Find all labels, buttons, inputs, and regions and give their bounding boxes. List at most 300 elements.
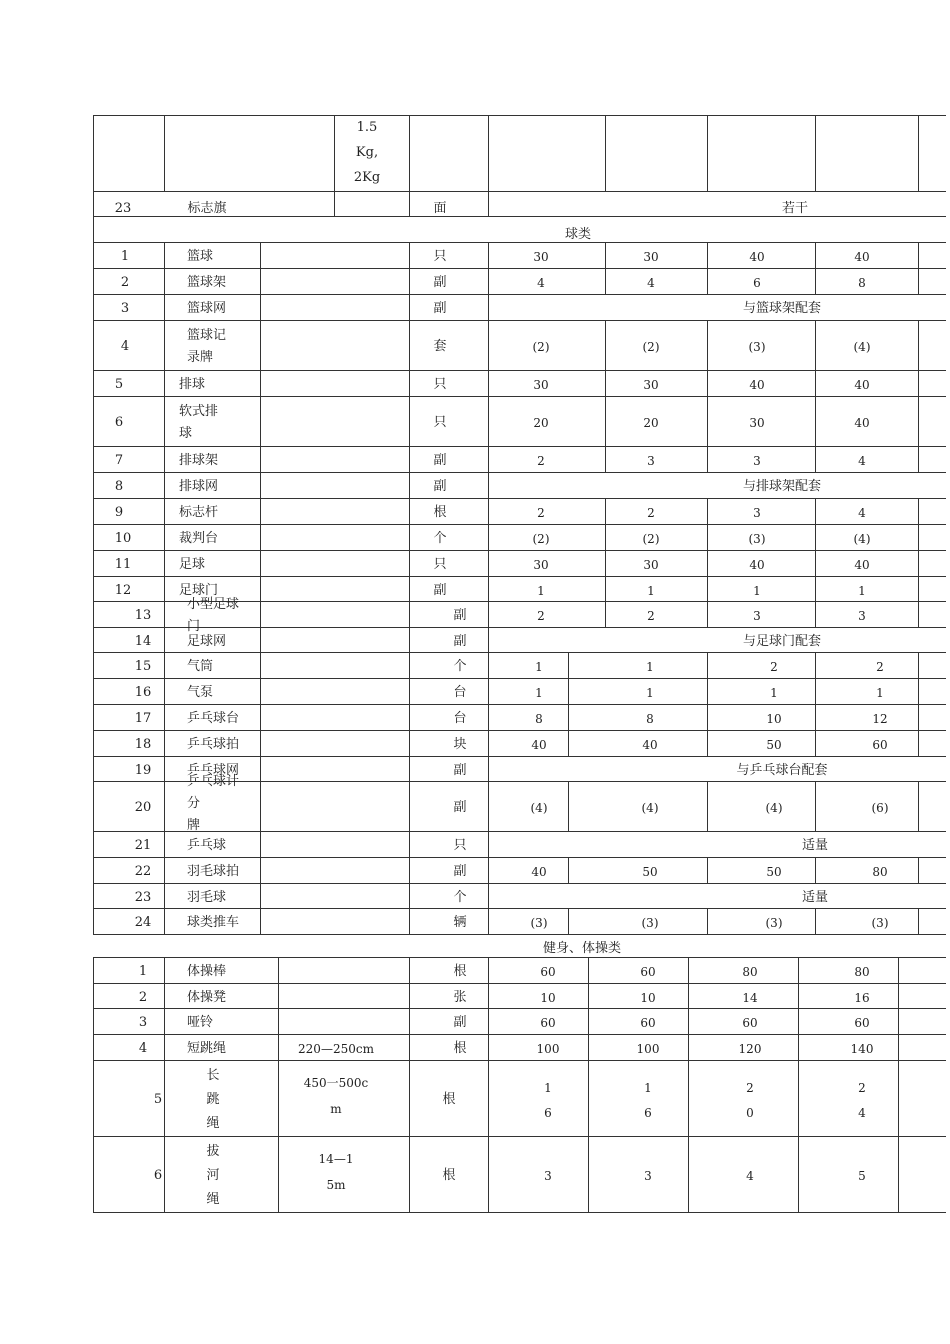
table-rule (488, 983, 489, 1008)
quantity-cell: 30 (643, 250, 659, 264)
row-number: 9 (114, 505, 124, 520)
spec-text: 2Kg (353, 170, 381, 185)
table-rule (260, 704, 261, 730)
table-rule (260, 396, 261, 446)
merged-quantity: 若干 (781, 201, 809, 216)
quantity-cell: 3 (753, 454, 761, 468)
item-name: 乒乓球台 (187, 711, 240, 726)
table-rule (260, 446, 261, 472)
table-rule (164, 678, 165, 704)
table-rule (918, 242, 919, 268)
row-number: 23 (134, 889, 152, 905)
table-rule (815, 498, 816, 524)
table-rule (164, 957, 165, 983)
item-name: 球类推车 (187, 915, 240, 930)
quantity-cell: 2 (647, 506, 655, 520)
table-rule (260, 320, 261, 370)
table-rule (260, 831, 261, 857)
table-rule (898, 957, 899, 983)
row-number: 12 (114, 582, 132, 598)
section-title-fitness: 健身、体操类 (542, 941, 622, 956)
quantity-cell: 60 (854, 1016, 870, 1030)
table-rule (605, 370, 606, 396)
item-name: 气筒 (187, 659, 214, 674)
quantity-cell: 20 (643, 416, 659, 430)
quantity-cell: 2 (537, 454, 545, 468)
table-rule (409, 1008, 410, 1034)
item-name: 长 (206, 1068, 220, 1083)
table-rule (334, 115, 335, 191)
table-rule (688, 983, 689, 1008)
row-number: 19 (134, 762, 152, 778)
spec-text: 14—1 (318, 1152, 354, 1166)
table-rule (409, 1136, 410, 1212)
quantity-cell: 50 (642, 865, 658, 879)
table-rule (707, 601, 708, 627)
table-rule (588, 1136, 589, 1212)
unit-cell: 只 (433, 249, 447, 264)
unit-cell: 副 (453, 1015, 467, 1030)
row-number: 10 (114, 531, 132, 546)
quantity-cell: 3 (544, 1169, 552, 1183)
table-rule (93, 908, 946, 909)
table-rule (260, 550, 261, 576)
table-rule (688, 957, 689, 983)
table-rule (164, 601, 165, 627)
unit-cell: 副 (453, 800, 467, 815)
table-rule (409, 115, 410, 191)
spec-text: 220—250cm (298, 1042, 374, 1056)
table-rule (93, 115, 946, 116)
table-rule (568, 781, 569, 831)
unit-cell: 个 (433, 531, 447, 546)
unit-cell: 张 (453, 989, 467, 1005)
item-name: 短跳绳 (187, 1041, 227, 1056)
quantity-cell: 8 (646, 712, 654, 726)
table-rule (707, 550, 708, 576)
table-rule (918, 601, 919, 627)
item-name: 门 (187, 619, 201, 634)
table-rule (93, 983, 94, 1008)
table-rule (798, 1008, 799, 1034)
table-rule (164, 370, 165, 396)
table-rule (707, 396, 708, 446)
table-rule (605, 576, 606, 601)
quantity-cell: 30 (643, 378, 659, 392)
table-rule (93, 957, 94, 983)
quantity-cell: (3) (530, 916, 548, 930)
table-rule (918, 115, 919, 191)
quantity-cell: (3) (765, 916, 783, 930)
table-rule (409, 446, 410, 472)
table-rule (798, 957, 799, 983)
table-rule (605, 268, 606, 294)
table-rule (260, 268, 261, 294)
table-rule (688, 1136, 689, 1212)
table-rule (815, 396, 816, 446)
table-rule (164, 498, 165, 524)
item-name: 跳 (206, 1092, 220, 1107)
table-rule (918, 550, 919, 576)
table-rule (93, 320, 946, 321)
quantity-cell: 6 (644, 1105, 652, 1120)
unit-cell: 个 (453, 889, 467, 905)
quantity-cell: 20 (533, 416, 549, 430)
row-number: 8 (114, 479, 124, 494)
table-rule (488, 576, 489, 601)
table-rule (409, 191, 410, 216)
unit-cell: 副 (433, 582, 447, 598)
unit-cell: 根 (433, 505, 447, 520)
quantity-cell: 10 (540, 990, 556, 1005)
table-rule (93, 268, 946, 269)
table-rule (93, 242, 946, 243)
row-number: 21 (134, 838, 152, 853)
table-rule (488, 908, 489, 934)
unit-cell: 只 (453, 838, 467, 853)
quantity-cell: 3 (858, 609, 866, 623)
quantity-cell: 3 (644, 1169, 652, 1183)
table-rule (918, 524, 919, 550)
table-rule (93, 983, 946, 984)
row-number: 6 (153, 1168, 163, 1183)
row-number: 2 (120, 275, 130, 290)
table-rule (918, 446, 919, 472)
table-rule (164, 831, 165, 857)
table-rule (409, 983, 410, 1008)
table-rule (918, 781, 919, 831)
table-rule (278, 1060, 279, 1136)
quantity-cell: (4) (530, 801, 548, 815)
quantity-cell: 2 (876, 660, 884, 674)
unit-cell: 辆 (453, 915, 467, 930)
unit-cell: 根 (453, 1041, 467, 1056)
item-name: 气泵 (187, 685, 214, 700)
table-rule (605, 550, 606, 576)
table-rule (488, 1136, 489, 1212)
quantity-cell: 6 (544, 1105, 552, 1120)
table-rule (488, 957, 489, 983)
table-rule (409, 1034, 410, 1060)
table-rule (164, 1034, 165, 1060)
table-rule (93, 216, 94, 934)
row-number: 3 (138, 1015, 148, 1030)
table-rule (93, 883, 946, 884)
table-rule (488, 396, 489, 446)
table-rule (918, 576, 919, 601)
item-name: 篮球架 (187, 275, 227, 290)
table-rule (260, 627, 261, 652)
merged-quantity: 与篮球架配套 (742, 301, 822, 316)
row-number: 3 (120, 301, 130, 316)
table-rule (815, 908, 816, 934)
table-rule (409, 704, 410, 730)
unit-cell: 副 (453, 608, 467, 623)
table-rule (605, 524, 606, 550)
item-name: 排球 (179, 377, 206, 392)
table-rule (164, 781, 165, 831)
table-rule (605, 396, 606, 446)
item-name: 排球架 (179, 453, 219, 468)
table-rule (409, 957, 410, 983)
quantity-cell: 40 (749, 378, 765, 392)
quantity-cell: 4 (537, 276, 545, 290)
table-rule (409, 857, 410, 883)
table-rule (164, 446, 165, 472)
table-rule (164, 730, 165, 756)
table-rule (707, 370, 708, 396)
table-rule (918, 730, 919, 756)
item-name: 篮球网 (187, 301, 227, 316)
table-rule (918, 396, 919, 446)
table-rule (568, 678, 569, 704)
quantity-cell: 2 (746, 1080, 754, 1095)
item-name: 体操凳 (187, 989, 227, 1005)
quantity-cell: 40 (749, 558, 765, 572)
unit-cell: 只 (433, 377, 447, 392)
unit-cell: 副 (453, 864, 467, 879)
table-rule (164, 756, 165, 781)
quantity-cell: 80 (872, 865, 888, 879)
quantity-cell: 12 (872, 712, 888, 726)
unit-cell: 个 (453, 659, 467, 674)
table-rule (409, 883, 410, 908)
table-rule (918, 652, 919, 678)
table-rule (93, 1034, 94, 1060)
quantity-cell: 60 (742, 1016, 758, 1030)
table-rule (260, 857, 261, 883)
table-rule (488, 472, 489, 498)
table-rule (93, 191, 94, 216)
unit-cell: 台 (453, 711, 467, 726)
item-name: 河 (206, 1168, 220, 1183)
item-name: 标志杆 (179, 505, 219, 520)
table-rule (334, 191, 335, 216)
row-number: 6 (114, 415, 124, 430)
quantity-cell: 5 (858, 1169, 866, 1183)
table-rule (488, 883, 489, 908)
table-rule (568, 704, 569, 730)
table-rule (260, 781, 261, 831)
table-rule (164, 576, 165, 601)
quantity-cell: (4) (765, 801, 783, 815)
quantity-cell: 1 (544, 1080, 552, 1095)
quantity-cell: (3) (641, 916, 659, 930)
row-number: 20 (134, 800, 152, 815)
table-rule (918, 268, 919, 294)
table-rule (93, 1060, 946, 1061)
quantity-cell: 1 (644, 1080, 652, 1095)
unit-cell: 套 (433, 339, 447, 354)
quantity-cell: 30 (533, 250, 549, 264)
table-rule (488, 1008, 489, 1034)
quantity-cell: 50 (766, 865, 782, 879)
quantity-cell: 30 (749, 416, 765, 430)
table-rule (260, 756, 261, 781)
table-rule (488, 370, 489, 396)
quantity-cell: 40 (531, 865, 547, 879)
table-rule (278, 983, 279, 1008)
quantity-cell: 30 (533, 378, 549, 392)
unit-cell: 副 (453, 633, 467, 649)
table-rule (918, 704, 919, 730)
quantity-cell: 3 (647, 454, 655, 468)
table-rule (488, 730, 489, 756)
table-rule (260, 601, 261, 627)
table-rule (815, 550, 816, 576)
table-rule (707, 704, 708, 730)
table-rule (918, 370, 919, 396)
item-name: 乒乓球 (187, 838, 227, 853)
table-rule (93, 1008, 94, 1034)
row-number: 14 (134, 633, 152, 649)
table-rule (409, 498, 410, 524)
table-rule (164, 652, 165, 678)
table-rule (898, 1034, 899, 1060)
table-rule (93, 1136, 946, 1137)
unit-cell: 副 (433, 479, 447, 494)
quantity-cell: 10 (766, 712, 782, 726)
table-rule (93, 1034, 946, 1035)
quantity-cell: (3) (871, 916, 889, 930)
table-rule (815, 704, 816, 730)
table-rule (278, 1136, 279, 1212)
item-name: 足球门 (179, 582, 219, 598)
item-name: 绳 (206, 1116, 220, 1131)
table-rule (588, 957, 589, 983)
item-name: 软式排 (179, 404, 219, 419)
table-rule (93, 652, 946, 653)
table-rule (707, 242, 708, 268)
table-rule (488, 191, 489, 216)
row-number: 22 (134, 864, 152, 879)
table-rule (815, 601, 816, 627)
unit-cell: 根 (453, 964, 467, 979)
table-rule (707, 576, 708, 601)
table-rule (918, 498, 919, 524)
item-name: 篮球记 (187, 328, 227, 343)
table-rule (488, 1034, 489, 1060)
table-rule (164, 115, 165, 191)
table-rule (815, 652, 816, 678)
item-name: 牌 (187, 818, 201, 833)
quantity-cell: 2 (770, 660, 778, 674)
table-rule (488, 498, 489, 524)
table-rule (93, 831, 946, 832)
item-name: 排球网 (179, 479, 219, 494)
item-name: 分 (187, 796, 201, 811)
table-rule (798, 1136, 799, 1212)
quantity-cell: 1 (535, 660, 543, 674)
quantity-cell: 1 (647, 583, 655, 598)
quantity-cell: 40 (854, 378, 870, 392)
quantity-cell: 100 (536, 1042, 560, 1056)
table-rule (605, 601, 606, 627)
spec-text: 1.5 (356, 120, 378, 135)
quantity-cell: 2 (858, 1080, 866, 1095)
table-rule (815, 781, 816, 831)
table-rule (488, 857, 489, 883)
table-rule (568, 908, 569, 934)
unit-cell: 面 (433, 201, 447, 216)
table-rule (93, 1060, 94, 1136)
item-name: 裁判台 (179, 531, 219, 546)
table-rule (688, 1008, 689, 1034)
table-rule (409, 268, 410, 294)
quantity-cell: 8 (858, 276, 866, 290)
table-rule (815, 524, 816, 550)
quantity-cell: 4 (746, 1169, 754, 1183)
item-name: 哑铃 (187, 1015, 214, 1030)
table-rule (588, 983, 589, 1008)
table-rule (815, 730, 816, 756)
table-rule (488, 601, 489, 627)
table-rule (164, 268, 165, 294)
table-rule (898, 1008, 899, 1034)
table-rule (93, 756, 946, 757)
table-rule (898, 983, 899, 1008)
quantity-cell: 40 (854, 558, 870, 572)
table-rule (409, 627, 410, 652)
table-rule (409, 601, 410, 627)
item-name: 乒乓球拍 (187, 737, 240, 752)
row-number: 16 (134, 685, 152, 700)
table-rule (588, 1060, 589, 1136)
table-rule (488, 524, 489, 550)
table-rule (815, 857, 816, 883)
unit-cell: 副 (453, 762, 467, 778)
quantity-cell: 1 (753, 583, 761, 598)
table-rule (798, 1060, 799, 1136)
unit-cell: 块 (453, 737, 467, 752)
table-rule (93, 957, 946, 958)
table-rule (707, 524, 708, 550)
quantity-cell: 2 (537, 506, 545, 520)
merged-quantity: 与足球门配套 (742, 633, 822, 649)
item-name: 足球 (179, 557, 206, 572)
table-rule (588, 1008, 589, 1034)
table-rule (93, 730, 946, 731)
table-rule (488, 115, 489, 191)
row-number: 4 (138, 1041, 148, 1056)
table-rule (488, 756, 489, 781)
table-rule (409, 781, 410, 831)
table-rule (688, 1034, 689, 1060)
table-rule (260, 730, 261, 756)
table-rule (260, 498, 261, 524)
quantity-cell: 2 (647, 609, 655, 623)
table-rule (164, 704, 165, 730)
table-rule (164, 320, 165, 370)
table-rule (260, 370, 261, 396)
row-number: 2 (138, 989, 148, 1005)
table-rule (409, 1060, 410, 1136)
table-rule (409, 370, 410, 396)
quantity-cell: 4 (647, 276, 655, 290)
table-rule (93, 1136, 94, 1212)
quantity-cell: 30 (533, 558, 549, 572)
quantity-cell: (2) (642, 340, 660, 354)
table-rule (93, 115, 94, 191)
spec-text: 450一500c (303, 1076, 369, 1090)
table-rule (260, 652, 261, 678)
unit-cell: 副 (433, 453, 447, 468)
table-rule (707, 678, 708, 704)
table-rule (93, 857, 946, 858)
unit-cell: 副 (433, 301, 447, 316)
table-rule (707, 908, 708, 934)
quantity-cell: (2) (532, 340, 550, 354)
